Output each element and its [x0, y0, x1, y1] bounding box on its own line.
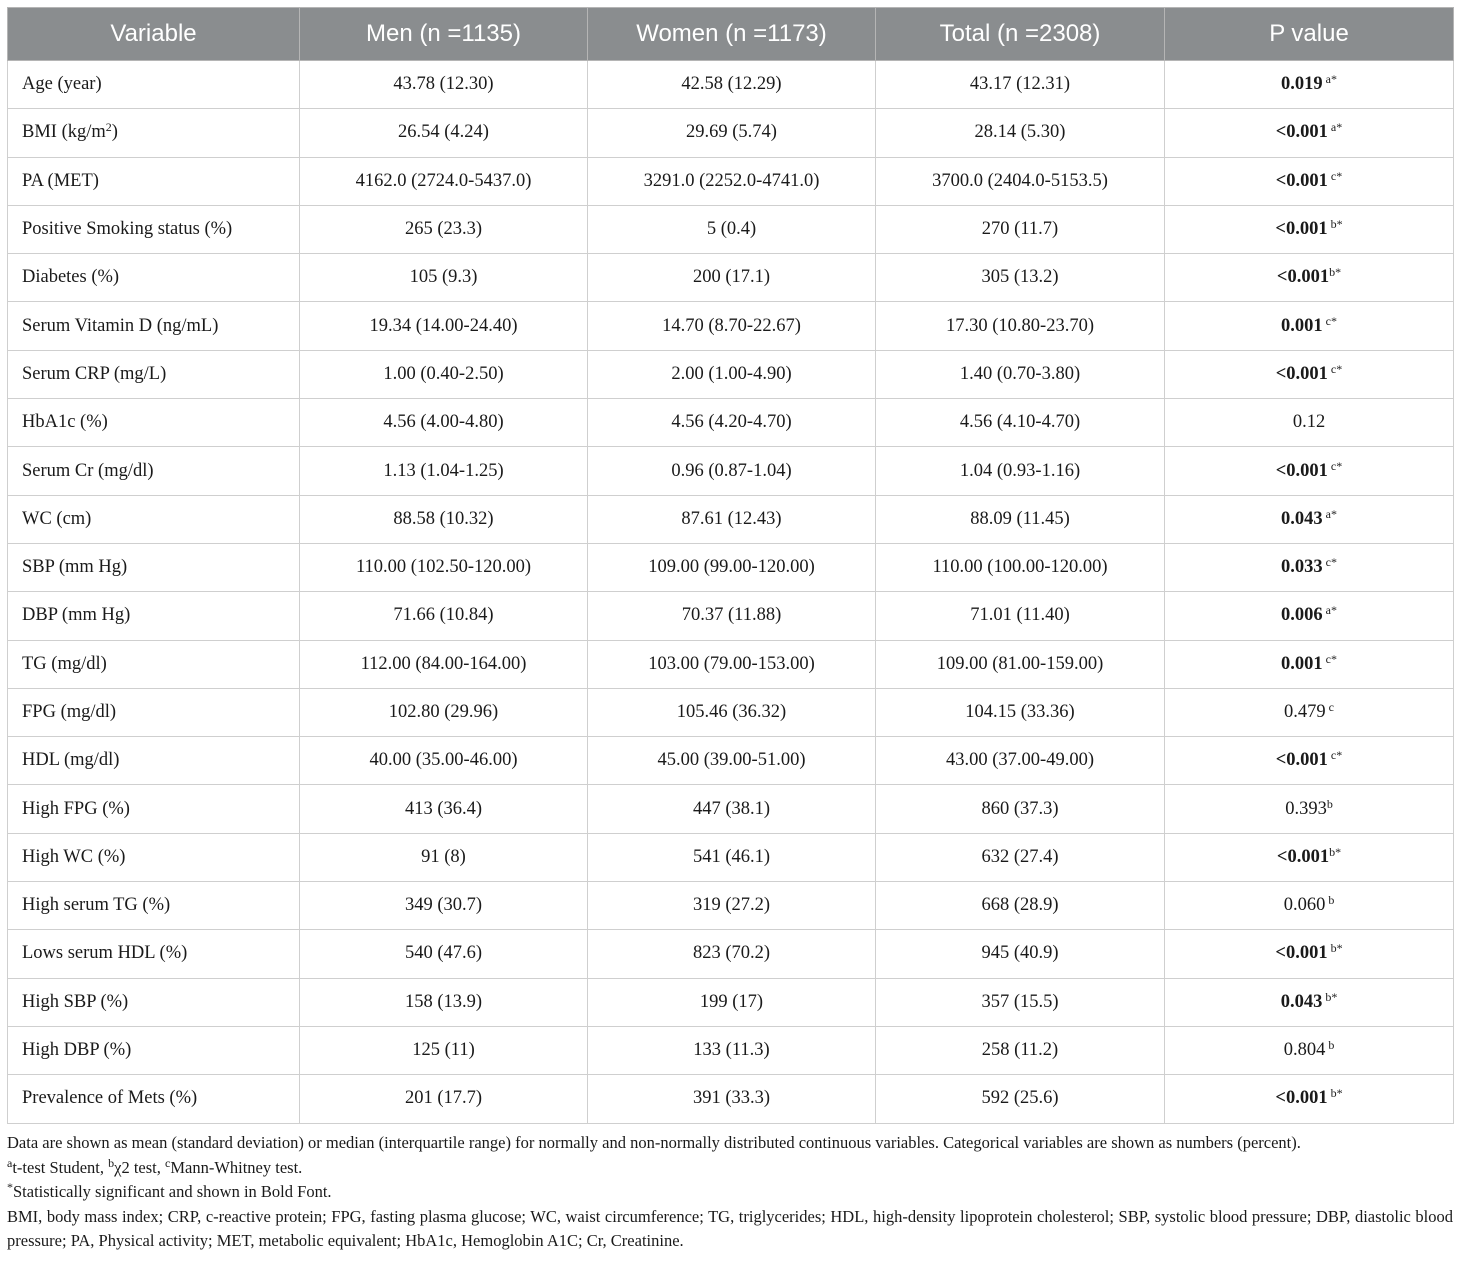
cell-variable: Positive Smoking status (%) [8, 205, 300, 253]
cell-p-value: 0.479 $^c$ [1165, 688, 1454, 736]
cell-total: 3700.0 (2404.0-5153.5) [876, 157, 1165, 205]
cell-p-value: $<0.001^{b*}$ [1165, 833, 1454, 881]
cell-women: 3291.0 (2252.0-4741.0) [588, 157, 876, 205]
cell-women: 541 (46.1) [588, 833, 876, 881]
cell-men: 1.13 (1.04-1.25) [300, 447, 588, 495]
cell-variable: High FPG (%) [8, 785, 300, 833]
cell-p-value: <0.001 $^{a*}$ [1165, 109, 1454, 157]
table-row [8, 109, 1454, 157]
cell-p-value: <0.001 $^{c*}$ [1165, 350, 1454, 398]
table-row [8, 157, 1454, 205]
cell-p-value: 0.001 $^{c*}$ [1165, 640, 1454, 688]
cell-men: 102.80 (29.96) [300, 688, 588, 736]
cell-men: 88.58 (10.32) [300, 495, 588, 543]
cell-p-value: 0.043 $^{a*}$ [1165, 495, 1454, 543]
table-wrapper [7, 7, 1453, 1124]
cell-total: 109.00 (81.00-159.00) [876, 640, 1165, 688]
cell-variable: High DBP (%) [8, 1026, 300, 1074]
cell-men: 71.66 (10.84) [300, 592, 588, 640]
cell-women: 105.46 (36.32) [588, 688, 876, 736]
table-row [8, 447, 1454, 495]
cell-men: 125 (11) [300, 1026, 588, 1074]
cell-women: 133 (11.3) [588, 1026, 876, 1074]
cell-variable: WC (cm) [8, 495, 300, 543]
cell-women: 42.58 (12.29) [588, 61, 876, 109]
header-p-value: P value [1165, 8, 1454, 61]
cell-men: 158 (13.9) [300, 978, 588, 1026]
cell-men: 349 (30.7) [300, 882, 588, 930]
cell-men: 19.34 (14.00-24.40) [300, 302, 588, 350]
cell-women: 5 (0.4) [588, 205, 876, 253]
cell-total: 1.40 (0.70-3.80) [876, 350, 1165, 398]
table-body [8, 61, 1454, 1124]
cell-variable: Serum Cr (mg/dl) [8, 447, 300, 495]
cell-variable: Diabetes (%) [8, 254, 300, 302]
cell-variable: TG (mg/dl) [8, 640, 300, 688]
cell-p-value: 0.043 $^{b*}$ [1165, 978, 1454, 1026]
cell-variable: PA (MET) [8, 157, 300, 205]
table-header-row [8, 8, 1454, 61]
header-men: Men (n =1135) [300, 8, 588, 61]
footnote-data-note: Data are shown as mean (standard deviation) or median (interquartile range) for normally and non-normally distributed continuous variables. Categorical variables are shown as numbers (percent). [7, 1133, 1301, 1152]
cell-p-value: 0.033 $^{c*}$ [1165, 543, 1454, 591]
table-footnotes [7, 1131, 1453, 1254]
cell-total: 43.17 (12.31) [876, 61, 1165, 109]
footnote-abbreviations: BMI, body mass index; CRP, c-reactive protein; FPG, fasting plasma glucose; WC, waist circumference; TG, triglycerides; HDL, high-density lipoprotein cholesterol; SBP, systolic blood pressure; DBP, diastolic blood pressure; PA, Physical activity; MET, metabolic equivalent; HbA1c, Hemoglobin A1C; Cr, Creatinine. [7, 1206, 1453, 1250]
cell-variable: High serum TG (%) [8, 882, 300, 930]
cell-total: 258 (11.2) [876, 1026, 1165, 1074]
cell-total: 1.04 (0.93-1.16) [876, 447, 1165, 495]
cell-total: 632 (27.4) [876, 833, 1165, 881]
cell-men: 4.56 (4.00-4.80) [300, 399, 588, 447]
cell-total: 4.56 (4.10-4.70) [876, 399, 1165, 447]
cell-men: 413 (36.4) [300, 785, 588, 833]
cell-total: 270 (11.7) [876, 205, 1165, 253]
table-row [8, 688, 1454, 736]
cell-p-value: <0.001 $^{b*}$ [1165, 930, 1454, 978]
table-row [8, 543, 1454, 591]
cell-p-value: <0.001 $^{b*}$ [1165, 1075, 1454, 1123]
table-row [8, 495, 1454, 543]
cell-men: 43.78 (12.30) [300, 61, 588, 109]
cell-women: 0.96 (0.87-1.04) [588, 447, 876, 495]
footnote-tests: $^a$t-test Student, $^b$χ2 test, $^c$Mann-Whitney test. [7, 1155, 303, 1177]
cell-variable: High WC (%) [8, 833, 300, 881]
cell-p-value: <0.001 $^{c*}$ [1165, 447, 1454, 495]
cell-men: 201 (17.7) [300, 1075, 588, 1123]
cell-total: 668 (28.9) [876, 882, 1165, 930]
table-row [8, 592, 1454, 640]
cell-variable: FPG (mg/dl) [8, 688, 300, 736]
cell-p-value: 0.060 $^b$ [1165, 882, 1454, 930]
cell-women: 45.00 (39.00-51.00) [588, 737, 876, 785]
cell-total: 110.00 (100.00-120.00) [876, 543, 1165, 591]
cell-variable: HDL (mg/dl) [8, 737, 300, 785]
cell-variable: Lows serum HDL (%) [8, 930, 300, 978]
cell-men: 26.54 (4.24) [300, 109, 588, 157]
cell-variable: Serum CRP (mg/L) [8, 350, 300, 398]
cell-variable: SBP (mm Hg) [8, 543, 300, 591]
cell-p-value: <0.001 $^{c*}$ [1165, 737, 1454, 785]
table-row [8, 785, 1454, 833]
cell-women: 391 (33.3) [588, 1075, 876, 1123]
cell-total: 28.14 (5.30) [876, 109, 1165, 157]
cell-women: 823 (70.2) [588, 930, 876, 978]
cell-p-value: <0.001 $^{c*}$ [1165, 157, 1454, 205]
table-row [8, 1026, 1454, 1074]
cell-men: 4162.0 (2724.0-5437.0) [300, 157, 588, 205]
cell-p-value: 0.12 [1165, 399, 1454, 447]
cell-variable: Prevalence of Mets (%) [8, 1075, 300, 1123]
cell-women: 14.70 (8.70-22.67) [588, 302, 876, 350]
cell-total: 357 (15.5) [876, 978, 1165, 1026]
cell-women: 2.00 (1.00-4.90) [588, 350, 876, 398]
cell-women: 200 (17.1) [588, 254, 876, 302]
cell-women: 87.61 (12.43) [588, 495, 876, 543]
cell-men: 265 (23.3) [300, 205, 588, 253]
cell-total: 17.30 (10.80-23.70) [876, 302, 1165, 350]
table-row [8, 399, 1454, 447]
cell-men: 110.00 (102.50-120.00) [300, 543, 588, 591]
table-row [8, 833, 1454, 881]
cell-p-value: 0.006 $^{a*}$ [1165, 592, 1454, 640]
cell-total: 71.01 (11.40) [876, 592, 1165, 640]
table-row [8, 302, 1454, 350]
cell-variable: DBP (mm Hg) [8, 592, 300, 640]
cell-women: 199 (17) [588, 978, 876, 1026]
cell-variable: HbA1c (%) [8, 399, 300, 447]
cell-women: 109.00 (99.00-120.00) [588, 543, 876, 591]
header-women: Women (n =1173) [588, 8, 876, 61]
cell-p-value: 0.804 $^b$ [1165, 1026, 1454, 1074]
characteristics-table [7, 7, 1454, 1124]
cell-p-value: $<0.001^{b*}$ [1165, 254, 1454, 302]
cell-women: 4.56 (4.20-4.70) [588, 399, 876, 447]
cell-p-value: 0.001 $^{c*}$ [1165, 302, 1454, 350]
cell-total: 305 (13.2) [876, 254, 1165, 302]
cell-men: 105 (9.3) [300, 254, 588, 302]
cell-total: 945 (40.9) [876, 930, 1165, 978]
table-row [8, 640, 1454, 688]
cell-variable: High SBP (%) [8, 978, 300, 1026]
footnote-significance: *Statistically significant and shown in Bold Font. [7, 1180, 332, 1201]
table-row [8, 350, 1454, 398]
table-row [8, 1075, 1454, 1123]
cell-total: 43.00 (37.00-49.00) [876, 737, 1165, 785]
header-variable: Variable [8, 8, 300, 61]
cell-women: 319 (27.2) [588, 882, 876, 930]
cell-men: 40.00 (35.00-46.00) [300, 737, 588, 785]
cell-p-value: 0.393$^b$ [1165, 785, 1454, 833]
table-row [8, 205, 1454, 253]
cell-women: 29.69 (5.74) [588, 109, 876, 157]
table-row [8, 978, 1454, 1026]
cell-total: 88.09 (11.45) [876, 495, 1165, 543]
cell-total: 860 (37.3) [876, 785, 1165, 833]
cell-women: 70.37 (11.88) [588, 592, 876, 640]
table-row [8, 61, 1454, 109]
cell-men: 112.00 (84.00-164.00) [300, 640, 588, 688]
table-row [8, 737, 1454, 785]
cell-total: 592 (25.6) [876, 1075, 1165, 1123]
cell-total: 104.15 (33.36) [876, 688, 1165, 736]
header-total: Total (n =2308) [876, 8, 1165, 61]
cell-p-value: 0.019 $^{a*}$ [1165, 61, 1454, 109]
cell-variable: BMI $(kg/m^2)$ [8, 109, 300, 157]
cell-women: 103.00 (79.00-153.00) [588, 640, 876, 688]
cell-women: 447 (38.1) [588, 785, 876, 833]
table-row [8, 882, 1454, 930]
cell-men: 1.00 (0.40-2.50) [300, 350, 588, 398]
cell-men: 91 (8) [300, 833, 588, 881]
cell-men: 540 (47.6) [300, 930, 588, 978]
cell-variable: Age (year) [8, 61, 300, 109]
table-row [8, 254, 1454, 302]
table-row [8, 930, 1454, 978]
cell-p-value: <0.001 $^{b*}$ [1165, 205, 1454, 253]
cell-variable: Serum Vitamin D (ng/mL) [8, 302, 300, 350]
